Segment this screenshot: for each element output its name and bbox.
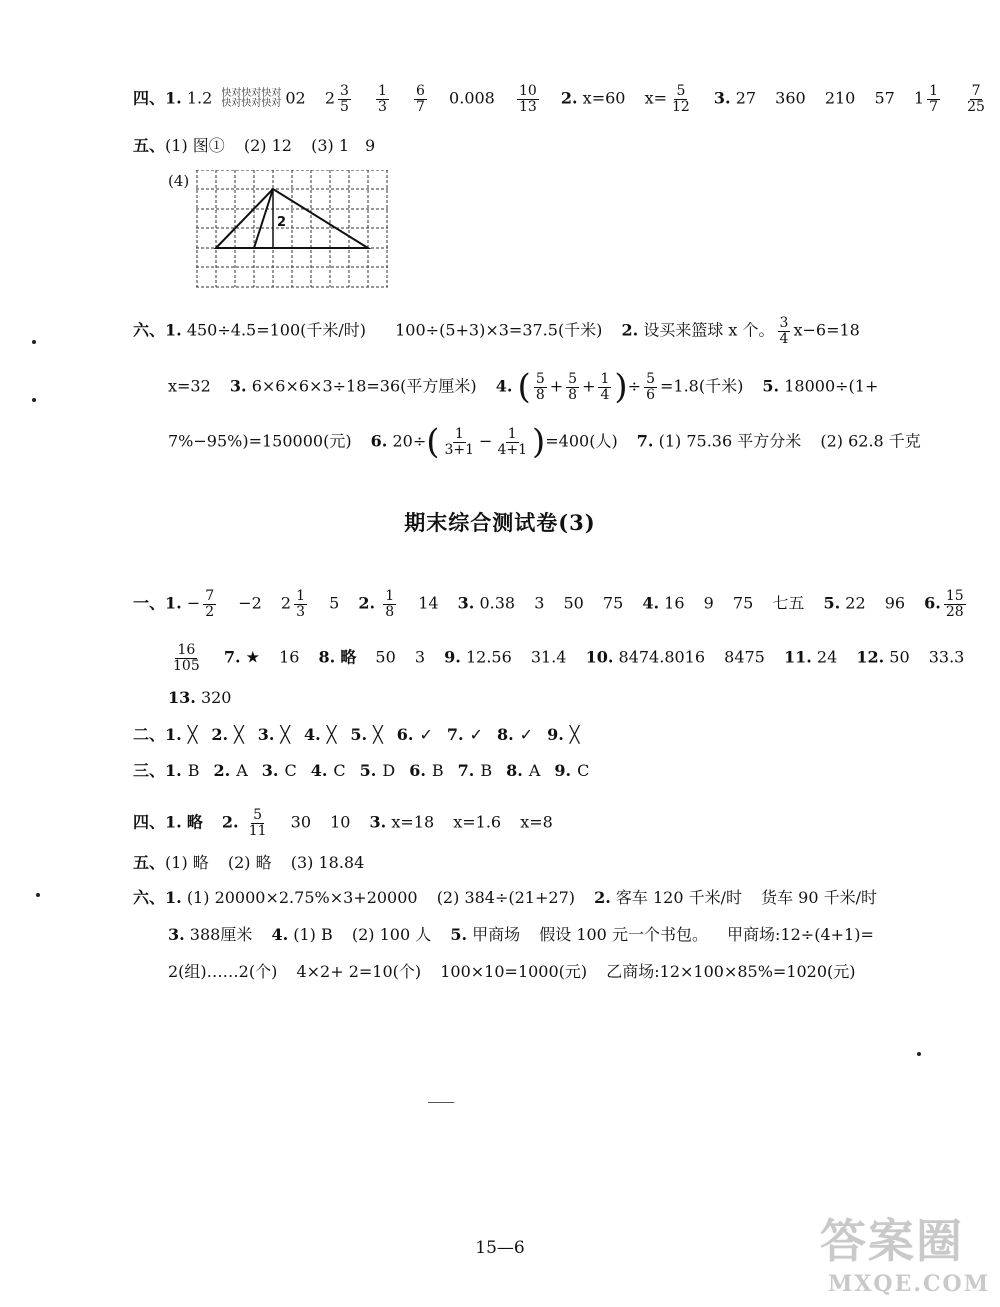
choice-answer: C [284, 761, 297, 780]
answer-line-b-si: 四、1. 略 2. $\frac{5}{11}$ 30 10 3. x=18 x=1.6 x=8 [133, 807, 553, 839]
section-label: 五、 [133, 136, 166, 155]
section-label: 三、 [133, 761, 166, 780]
triangle-grid-figure [196, 170, 388, 288]
answer: 02 [285, 88, 306, 108]
fraction: $\frac{5}{8}$ [535, 370, 545, 403]
answer-line-b-san [133, 763, 603, 779]
scan-speck [917, 1052, 921, 1056]
fraction: $\frac{6}{7}$ [416, 83, 425, 115]
question-number: 1. [165, 725, 182, 744]
fraction: $\frac{1}{8}$ [385, 588, 395, 620]
fraction: $\frac{1}{3+1}$ [444, 425, 475, 458]
section-label: 六、 [133, 320, 166, 340]
answer-line-a-liu-1: 六、1. 450÷4.5=100(千米/时) 100÷(5+3)×3=37.5(千米) 2. 设买来篮球 x 个。 $\frac{3}{4}$ x−6=18 [133, 315, 860, 347]
question-number: 8. [506, 761, 523, 780]
choice-answer: A [236, 761, 248, 780]
answer: x= [644, 88, 667, 108]
question-number: 3. [261, 761, 279, 780]
fraction: $\frac{3}{5}$ [340, 83, 349, 115]
answer-line-a-si: 四、1. 1.2 快对快对快对 快对快对快对 02 2 $\frac{3}{5}$ $\frac{1}{3}$ $\frac{6}{7}$ 0.008 $\frac{10}{13}$ 2. x=60 x= $\frac{5}{12}$ 3. 27 360 210 57 1 $\frac{1}{7}$ $\frac{7}{25}$ [133, 83, 985, 115]
question-number: 6. [409, 761, 426, 780]
answer-line-b-liu-2: 3. 388厘米 4. (1) B (2) 100 人 5. 甲商场 假设 100 元一个书包。 甲商场:12÷(4+1)= [168, 925, 874, 944]
question-number: 4. [310, 761, 328, 780]
choice-answer: A [528, 761, 541, 780]
question-number: 9. [547, 725, 564, 744]
question-number: 9. [554, 761, 572, 780]
choice-answer: C [577, 761, 590, 780]
section-label: 四、 [133, 812, 166, 832]
question-number: 3. [713, 88, 731, 108]
question-number: 8. [496, 725, 514, 744]
fraction: $\frac{1}{3}$ [378, 83, 387, 115]
question-number: 7. [446, 725, 464, 744]
question-number: 1. [165, 88, 182, 108]
judgement-mark: ╳ [569, 725, 580, 744]
answer-line-b-er [133, 727, 593, 743]
question-number: 4. [304, 725, 321, 744]
section-label: 四、 [133, 88, 166, 108]
fraction: $\frac{1}{3}$ [296, 588, 306, 620]
watermark-logo: 答案圈 MXQE.COM [820, 1214, 991, 1297]
answer-line-a-liu-2: x=32 3. 6×6×6×3÷18=36(平方厘米) 4. ( $\frac{5}{8}$ + $\frac{5}{8}$ + $\frac{1}{4}$ )÷ $\frac{5}{6}$ =1.8(千米) 5. 18000÷(1+ [168, 367, 879, 407]
section-label: 六、 [133, 888, 166, 907]
fraction: $\frac{1}{7}$ [929, 83, 939, 115]
height-label: 2 [277, 215, 287, 230]
answer-line-b-yi-1: 一、1. − $\frac{7}{2}$ −2 2 $\frac{1}{3}$ 5 2. $\frac{1}{8}$ 14 3. 0.38 3 50 75 4. 16 9 75 七五 5. 22 96 6. $\frac{15}{28}$ [133, 588, 964, 620]
question-number: 2. [211, 725, 229, 744]
judgement-mark: ╳ [326, 725, 337, 744]
divider [428, 1102, 454, 1103]
fraction: $\frac{5}{8}$ [568, 370, 578, 403]
judgement-mark: ╳ [187, 725, 198, 744]
scan-speck [32, 398, 36, 402]
fraction: $\frac{5}{6}$ [646, 370, 655, 403]
fraction: $\frac{1}{4}$ [600, 370, 610, 403]
question-number: 5. [350, 725, 368, 744]
fraction: $\frac{10}{13}$ [518, 83, 537, 115]
watermark-stamp: 快对快对快对 快对快对快对 [221, 87, 282, 110]
fraction: $\frac{3}{4}$ [779, 315, 789, 347]
answer: 0.008 [449, 88, 495, 108]
judgement-mark: ✓ [419, 725, 433, 744]
fraction: $\frac{16}{105}$ [173, 642, 200, 674]
answer: 2 [324, 88, 335, 108]
question-number: 3. [257, 725, 275, 744]
section-title: 期末综合测试卷(3) [404, 510, 596, 535]
choice-answer: B [431, 761, 444, 780]
judgement-mark: ✓ [519, 725, 534, 744]
page-number: 15—6 [475, 1238, 525, 1258]
answer-line-b-yi-3: 13. 320 [168, 688, 232, 707]
question-number: 2. [213, 761, 231, 780]
fraction: $\frac{7}{2}$ [205, 588, 215, 620]
scan-speck [36, 893, 40, 897]
judgement-mark: ╳ [234, 725, 244, 744]
question-number: 6. [396, 725, 414, 744]
answer-line-b-liu-3: 2(组)……2(个) 4×2+ 2=10(个) 100×10=1000(元) 乙商场:12×100×85%=1020(元) [168, 962, 856, 981]
question-number: 7. [457, 761, 475, 780]
choice-answer: D [382, 761, 396, 780]
choice-answer: C [333, 761, 346, 780]
question-number: 1. [165, 761, 182, 780]
answer-line-a-wu: 五、(1) 图① (2) 12 (3) 1 9 [133, 136, 376, 155]
judgement-mark: ✓ [469, 725, 483, 744]
answer-line-b-liu-1: 六、1. (1) 20000×2.75%×3+20000 (2) 384÷(21+27) 2. 客车 120 千米/时 货车 90 千米/时 [133, 888, 878, 907]
choice-answer: B [480, 761, 493, 780]
answer: 1.2 [186, 88, 213, 108]
choice-answer: B [187, 761, 200, 780]
answer-line-a-liu-3: 7%−95%)=150000(元) 6. 20÷( $\frac{1}{3+1}$ − $\frac{1}{4+1}$ )=400(人) 7. (1) 75.36 平方分米 (2) 62.8 千克 [168, 422, 921, 462]
judgement-mark: ╳ [280, 725, 291, 744]
question-number: 2. [560, 88, 578, 108]
section-label: 一、 [133, 593, 166, 613]
scan-speck [32, 340, 36, 344]
section-label: 五、 [133, 853, 166, 872]
fraction: $\frac{7}{25}$ [967, 83, 985, 115]
answer-line-b-yi-2: $\frac{16}{105}$ 7. ★ 16 8. 略 50 3 9. 12.56 31.4 10. 8474.8016 8475 11. 24 12. 50 33.3 [173, 642, 965, 674]
question-number: 5. [359, 761, 377, 780]
fraction: $\frac{5}{11}$ [248, 807, 267, 839]
star-icon: ★ [245, 647, 260, 667]
fraction: $\frac{1}{4+1}$ [497, 425, 527, 458]
sub-label: (4) [168, 172, 190, 190]
answer-line-b-wu: 五、(1) 略 (2) 略 (3) 18.84 [133, 853, 365, 872]
answer: x=60 [582, 88, 626, 108]
fraction: $\frac{15}{28}$ [945, 588, 964, 620]
section-label: 二、 [133, 725, 166, 744]
fraction: $\frac{5}{12}$ [672, 83, 690, 115]
judgement-mark: ╳ [373, 725, 383, 744]
